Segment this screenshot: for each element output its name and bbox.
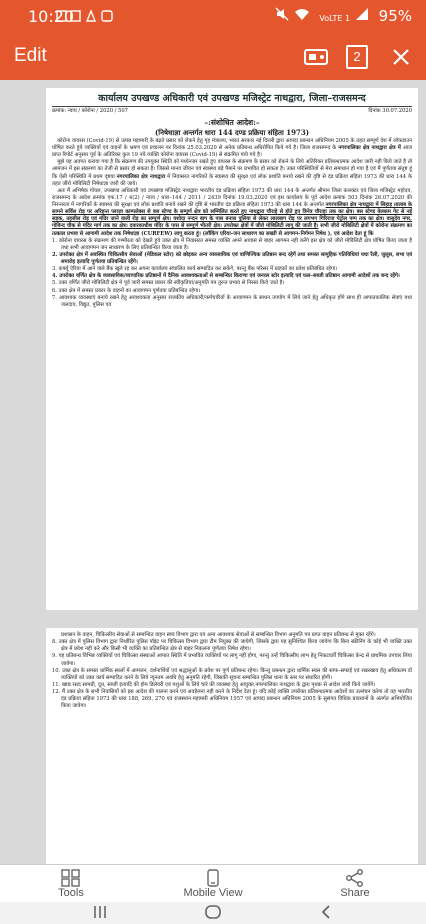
paragraph-3: अतः मैं अभिषेक गोयल, उपखण्ड अधिकारी एवं उपखण्ड मजिस्ट्रेट नाथद्वारा भारतीय दंड प्रक्रिया संहिता 1973 की धारा 144 के अन्तर्गत श्रीमान जिला कलक्टर एवं जिला मजिस्ट्रेट महोदय, राजसमन्द के आदेश क्रमांक एफ.17 / 4(2) / न्याय / धारा–144 / 2011 / 2439 दिनांक 19.03.2020 एवं इस कार्यालय के पूर्व आदेश क्रमांक 503 दिनांक 26.07.2020 की निरन्तरता में नागरिकों के स्वास्थ्य की सुरक्षा एवं लोक प्रशांति बनाये रखने की दृष्टि से भारतीय दंड प्रक्रिया संहिता 1973 की धारा 144 के अन्तर्गत नगरपालिका क्षेत्र नाथद्वारा में सिहाड़ तालाब के सामने सर्विस रोड़ पर अरिहन्त प्लाज़ा काम्पलेक्स से बस स्टेण्ड के सम्पूर्ण क्षेत्र को सम्मिलित करते हुए नाथद्वारा चौराहे से होते हुए त्रिनेत्र चौराहा तक का क्षेत्र। बस स्टेण्ड वेलकम गेट से नई सड़क, तहसील रोड़ एवं मंदिर जाने वाली रोड़ का सम्पूर्ण क्षेत्र। यशोदा नन्दन बाग के पास बनास पुलिया से लेकर लालबाग रोड़ पर लगभग गिरिराज पेट्रोल पम्प तक का क्षेत्र। वासुदेव नगर, गोविन्द चौक से मंदिर मार्ग तक का क्षेत्र। दवारकाधीश मंदिर के पास से सम्पूर्ण भीतरी क्षेत्र। उपरोक्त क्षेत्रों में जीरो मोबिलिटी लागू की जाती है। सभी जीरो मोबिलिटी क्षेत्रों में कोरोना संक्रमण का तत्काल प्रभाव से आगामी आदेश तक निषेधाज्ञा (CURFEW) लागू करता हूं। (लॉकिंग एरिया–जन साधारण का सख्ती से आगमन–निर्गमन निषेध ), एवं आदेश देता हूं कि (52, 187, 412, 237)
document-page-2[interactable] (46, 628, 418, 864)
slideshow-button[interactable] (300, 42, 332, 72)
battery-label: 95% (378, 7, 412, 25)
office-header: कार्यालय उपखण्ड अधिकारी एवं उपखण्ड मजिस्ट्रेट नाथद्वारा, जिला–राजसमन्द (98, 93, 366, 104)
home-icon (204, 904, 222, 920)
order-item: 2. उपरोक्त क्षेत्र में अवस्थित चिकित्सीय सेवाओं (मेडिकल स्टोर) को छोड़कर अन्य व्यवसायिक एवं वाणिज्यिक प्रतिष्ठान बन्द रहेगें तथा समस्त सामूहिक गतिविधियां यथा रैली, जुलूस, सभा एवं समारोह इत्यादि पूर्णतया प्रतिबन्धित रहेंगे। (52, 251, 412, 266)
back-button[interactable] (318, 904, 334, 924)
order-subtitle: (निषेधाज्ञा अन्तर्गत धारा 144 दण्ड प्रक्रिया संहिता 1973) (154, 128, 310, 138)
order-item: 11. खाद्य रसद सामग्री, दूध, सब्जी इत्यादि की होम डिलेवरी एवं पशुओं के लिये चारे की व्यवस्था हेतु आयुक्त,नगरपालिका नाथद्वारा के द्वारा पृथक से आदेश जारी किये जायेंगे। (52, 681, 376, 688)
home-button[interactable] (204, 904, 222, 924)
close-button[interactable] (386, 42, 416, 72)
tools-icon (60, 869, 82, 887)
order-item: 8. उक्त क्षेत्र में पुलिस विभाग द्वारा निर्धारित पुलिस पॉइंट पर चिकित्सा विभाग द्वारा टीम नियुक्त की जायेगी, जिसके द्वारा यह सुनिश्चित किया जायेगा कि बिना स्क्रीनिंग के कोई भी व्यक्ति उक्त क्षेत्र में प्रवेश नही करे और किसी भी व्यक्ति का प्रतिबन्धित क्षेत्र से बाहर निकलना पूर्णतया निषेध रहेगा। (52, 639, 412, 653)
mobile-view-button[interactable] (142, 865, 284, 903)
system-nav-bar (0, 902, 426, 924)
order-item: 12. मैं उक्त क्षेत्र के सभी निवासियों को इस आदेश की पालना करने एवं अवहेलना नही करने के निर्देश देता हूं। यदि कोई व्यक्ति उपरोक्त प्रतिबन्धात्मक आदेशों का उल्लंघन करेगा तो वह भारतीय दंड प्रक्रिया संहिता 1973 की धारा 188, 269, 270 एवं राजस्थान महामारी अधिनियम 1957 एवं आपदा प्रबन्धन अधिनियम 2005 के सुसंगत विधिक प्रावधानों के अंतर्गत अभियोजित किया जावेगा। (52, 689, 412, 710)
app-title-edit[interactable]: Edit (14, 45, 47, 66)
volte-label: VoLTE 1 (319, 14, 351, 23)
page2-intro: प्रशासन के वाहन, चिकित्सीय सेवाओं से सम्बन्धित वाहन स्वयं विभाग द्वारा एवं अन्य आवश्यक सेवाओं से सम्बन्धित विभाग अनुमति पत्र प्राप्त वाहन प्रतिबन्ध से मुक्त रहेंगे। (61, 632, 376, 638)
paragraph-1: कोरोना वायरस (Covid-19) से उत्पन्न महामारी के बढ़ते प्रसार को रोकने हेतु गृह मंत्रालय, भारत सरकार नई दिल्ली द्वारा आपदा प्रबन्धन अधिनियम 2005 के तहत सम्पूर्ण देश में लॉकडाउन घोषित करते हुये व्यक्तियों एवं वाहनों के भ्रमण एवं प्रचालन पर दिनांक 25.03.2020 से अनेक प्रतिबन्ध अधिरोपित किये गये है। जिला राजसमन्द के नगरपालिका क्षेत्र नाथद्वारा क्षेत्र में आज प्राप्त रिपोर्ट अनुसार पूर्व के अतिरिक्त कुल 19 नये व्यक्ति कोरोना वायरस (Covid-19) से संक्रमित पाये गये है। (52, 137, 412, 159)
pages-button[interactable] (342, 42, 372, 72)
share-label: Share (340, 887, 370, 899)
order-items (52, 238, 412, 309)
slideshow-icon (303, 47, 329, 67)
pages-icon: 2 (346, 45, 368, 69)
app-bar (0, 34, 426, 80)
order-item: 3. कर्फ्यू ऐरिया में आने वाले बैंक खुले रह कर अपना कार्यालय संचालित कार्य सम्पादित कर सकेंगे, परन्तु बैंक परिसर में ग्राहकों का प्रवेश प्रतिबंधित रहेगा। (52, 266, 338, 273)
mobile-view-label: Mobile View (183, 887, 243, 899)
recent-apps-icon (92, 904, 108, 920)
ref-number: क्रमांक: न्याय / कोरोना / 2020 / 507 (52, 108, 128, 114)
share-button[interactable] (284, 865, 426, 903)
tools-button[interactable] (0, 865, 142, 903)
mute-icon (275, 7, 289, 21)
paragraph-2: मुझे यह अवगत कराया गया है कि संक्रमण की उपयुक्त स्थिति को मध्येनजर रखते हुए वायरस के संक्रमण के प्रसार को रोकने के लिये अतिरिक्त प्रतिबन्धात्मक आदेश जारी नही किये जाते है तो आमजन में इस संक्रमण का तेजी से प्रसार हो सकता है। जिससे मानव जीवन एवं स्वास्थ्य बड़े पैमाने पर प्रभावित हो सकता है। उक्त परिस्थितियों से मेरा समाधान हो गया है एवं मैं पूर्णतया संतुष्ट हूं कि ऐसी परिस्थिति में प्रथम दृष्टया नगरपालिका क्षेत्र नाथद्वारा में निवासरत नागरिकों के स्वास्थ्य की सुरक्षा एवं लोक प्रशांति बनाये रखने की दृष्टि से दंड प्रक्रिया संहिता 1973 की धारा 144 के तहत जीरो मोबिलिटी निषेधाज्ञा जारी की जाये। (52, 159, 412, 187)
order-item: 10. उक्त क्षेत्र के समस्त धार्मिक स्थलों में आमजन, दर्शनार्थियों एवं श्रद्धालुओं के प्रवेश पर पूर्ण प्रतिबन्ध रहेगा। किन्तु प्रबन्धन द्वारा धार्मिक स्थल की साफ–सफाई एवं रखरखाव हेतु अधिकतम दो व्यक्तियों को उक्त कार्य सम्पादित करने के लिये न्यूनतम अवधि हेतु अनुमति रहेगी, जिसकी सूचना सम्बन्धित पुलिस थाना के स्तर पर संधारित होगी। (52, 667, 412, 681)
back-icon (318, 904, 334, 920)
bottom-toolbar (0, 864, 426, 903)
order-subject: –:संशोधित आदेश:– (204, 118, 260, 128)
recent-apps-button[interactable] (92, 904, 108, 924)
mobile-view-icon (202, 869, 224, 887)
order-date: दिनांक 30.07.2020 (368, 108, 412, 114)
status-bar (0, 0, 426, 34)
status-right (275, 7, 412, 25)
share-icon (344, 869, 366, 887)
ref-row (52, 108, 412, 115)
signal-icon (355, 7, 369, 21)
order-item: 7. आवश्यक व्यवस्थाएं बनाये रखने हेतु आवश्यकता अनुसार राजकीय अधिकारी/कर्मचारियों के आवागमन के साधन उपयोग में लिये जाने हेतु अधिकृत होंगे साथ ही आपातकालिक सेवाएं यथा जलदाय, विद्युत, पुलिस एवं (52, 294, 412, 308)
document-page-1[interactable] (46, 88, 418, 610)
order-item: 1. कोरोना वायरस के संक्रमण की गम्भीरता को देखते हुये उक्त क्षेत्र में निवासरत समस्त व्यक्ति अपने आवास से बाहर आगमन नही करेंगे इस क्षेत्र को जीरो मोबिलिटी क्षेत्र घोषित किया जाता है तथा सभी आवागमन जन साधारण के लिए प्रतिबन्धित किया जाता है। (52, 237, 412, 251)
order-item: 9. यह प्रतिबन्ध विभिन्न व्यक्तियों एवं चिकित्सा संस्थाओं आपात स्थिति में प्रभावित व्यक्तियों पर लागू नही होगा, परन्तु उन्हें चिकित्सीय लाभ हेतु निकटवर्ती चिकित्सा केन्द्र से प्राथमिक उपचार लिया जायेगा। (52, 653, 412, 667)
tools-label: Tools (58, 887, 84, 899)
status-time: 10:20 (28, 7, 75, 26)
notification-icons (56, 9, 116, 26)
order-item: 4. उपरोक्त वर्णित क्षेत्र के व्यवसायिक/व्यापारिक प्रतिष्ठानों में दैनिक आवश्यकताओं से सम्बन्धित किराणा एवं जनरल स्टोर इत्यादि एवं फल–सब्जी प्रतिष्ठान आगामी आदेशों तक बन्द रहेंगे। (52, 273, 400, 280)
wifi-icon (294, 7, 310, 21)
close-icon (391, 47, 411, 67)
order-item: 5. उक्त वर्णित जीरो मोबिलिटी क्षेत्र मे पूर्व जारी समस्त प्रकार की स्वीकृतियां/अनुमति पत्र तुरन्त प्रभाव से निरस्त किये जाते है। (52, 280, 285, 287)
order-item: 6. उक्त क्षेत्र में समस्त प्रकार के वाहनों का आवागमन पूर्णतया प्रतिबन्धित रहेगा। (52, 287, 201, 294)
